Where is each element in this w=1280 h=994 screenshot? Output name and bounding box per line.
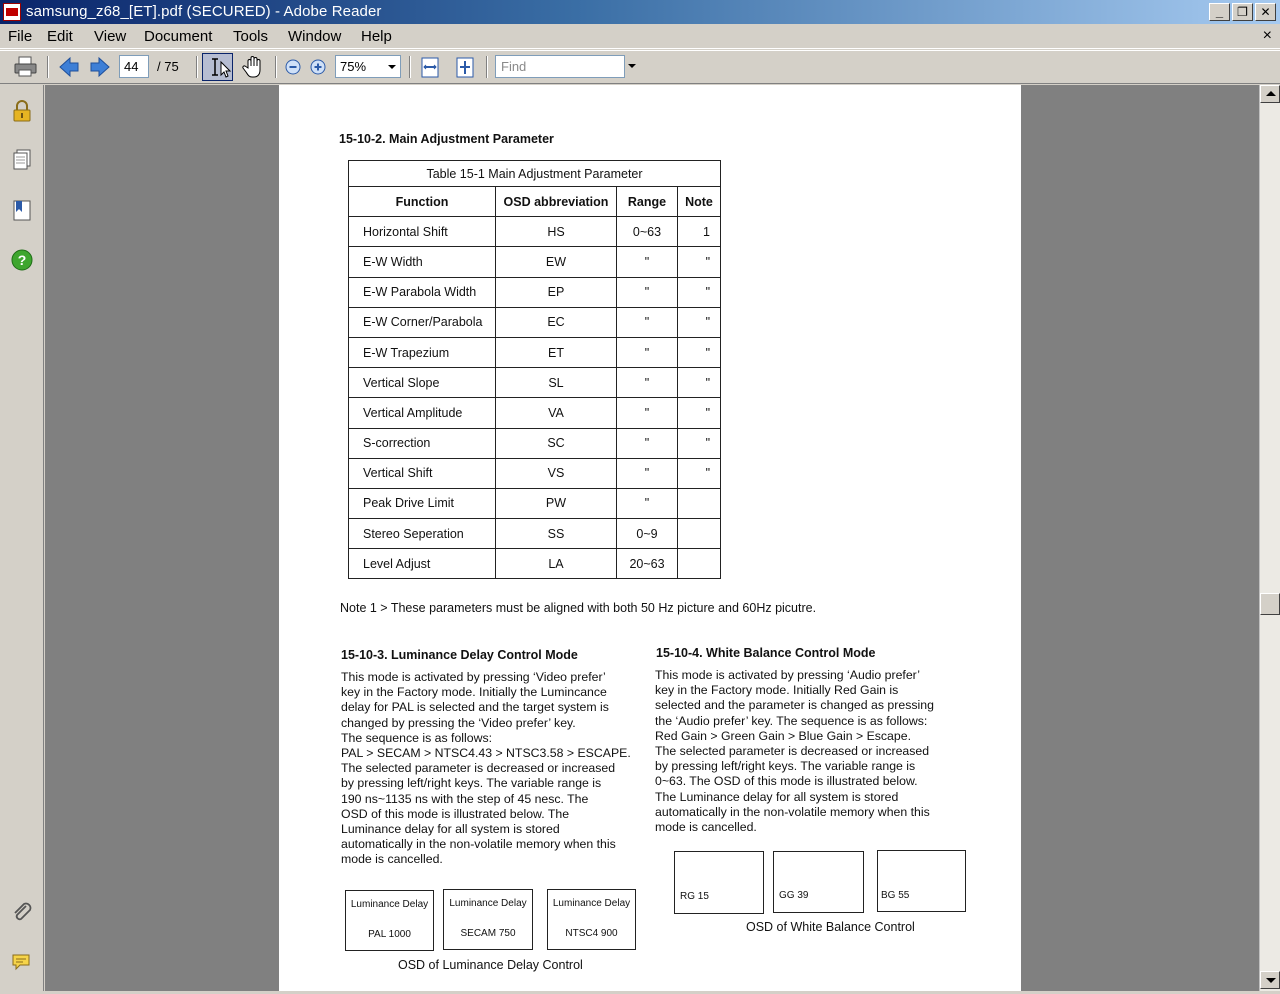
toolbar-separator [486, 56, 488, 78]
function-cell: Peak Drive Limit [349, 488, 496, 518]
paragraph-line: The selected parameter is decreased or increased [341, 761, 616, 776]
menu-tools[interactable]: Tools [233, 28, 269, 45]
menu-help[interactable]: Help [361, 28, 392, 45]
note-cell [678, 519, 721, 549]
function-cell: Stereo Seperation [349, 519, 496, 549]
toolbar-separator [275, 56, 277, 78]
pdf-app-icon[interactable] [3, 3, 21, 21]
osd-box-pal [345, 890, 434, 951]
arrow-down-icon [1266, 978, 1276, 983]
title-bar [0, 0, 1280, 24]
fit-width-icon[interactable] [417, 54, 443, 80]
note-cell [678, 549, 721, 579]
paragraph-line: This mode is activated by pressing ‘Video prefer’ [341, 670, 606, 684]
zoom-in-icon[interactable] [307, 54, 329, 80]
menu-document[interactable]: Document [144, 28, 213, 45]
find-input[interactable]: Find [495, 55, 625, 78]
range-cell: " [617, 458, 678, 488]
range-cell: 20~63 [617, 549, 678, 579]
paragraph-line: mode is cancelled. [341, 852, 443, 867]
column-header: Range [617, 187, 678, 217]
paragraph-line: key in the Factory mode. Initially the Lumincance [341, 685, 607, 700]
menu-bar [0, 24, 1280, 49]
fit-page-icon[interactable] [452, 54, 478, 80]
note-cell: " [678, 398, 721, 428]
osd-title: Luminance Delay [449, 898, 527, 909]
menu-view[interactable]: View [94, 28, 127, 45]
column-header: OSD abbreviation [496, 187, 617, 217]
osd-box-secam [443, 889, 533, 950]
zoom-value: 75% [340, 59, 367, 74]
parameter-table [348, 160, 721, 579]
range-cell: 0~9 [617, 519, 678, 549]
toolbar-separator [409, 56, 411, 78]
paragraph-line: mode is cancelled. [655, 820, 757, 835]
paragraph-line: delay for PAL is selected and the target system is [341, 700, 609, 715]
chevron-down-icon [388, 65, 396, 69]
find-options-chevron-icon[interactable] [628, 64, 636, 68]
osd-title: Luminance Delay [350, 899, 429, 910]
function-cell: E-W Parabola Width [349, 277, 496, 307]
table-row [349, 488, 721, 518]
luminance-osd-caption: OSD of Luminance Delay Control [398, 958, 583, 972]
osd-box-blue-gain [877, 850, 966, 912]
osd-box-ntsc [547, 889, 636, 950]
paragraph-line: 0~63. The OSD of this mode is illustrated below. [655, 774, 918, 789]
text-select-icon [203, 54, 232, 80]
white-balance-paragraph [655, 668, 955, 835]
paragraph-line: Luminance delay for all system is stored [341, 822, 560, 837]
column-header: Function [349, 187, 496, 217]
zoom-out-icon[interactable] [282, 54, 304, 80]
osd-abbreviation-cell: SL [496, 368, 617, 398]
table-row [349, 428, 721, 458]
paragraph-line: PAL > SECAM > NTSC4.43 > NTSC3.58 > ESCAPE. [341, 746, 631, 761]
note-cell: " [678, 247, 721, 277]
paragraph-line: The selected parameter is decreased or increased [655, 744, 930, 759]
range-cell: " [617, 277, 678, 307]
paragraph-line: automatically in the non-volatile memory when this [341, 837, 616, 852]
column-header: Note [678, 187, 721, 217]
osd-abbreviation-cell: SS [496, 519, 617, 549]
paragraph-line: 190 ns~1135 ns with the step of 45 nesc. The [341, 791, 589, 806]
note-cell: " [678, 458, 721, 488]
function-cell: E-W Width [349, 247, 496, 277]
range-cell: " [617, 398, 678, 428]
window-title: samsung_z68_[ET].pdf (SECURED) - Adobe Reader [26, 3, 382, 20]
range-cell: " [617, 337, 678, 367]
function-cell: E-W Corner/Parabola [349, 307, 496, 337]
note-cell: " [678, 277, 721, 307]
paragraph-line: by pressing left/right keys. The variable range is [341, 776, 602, 791]
function-cell: S-correction [349, 428, 496, 458]
range-cell: " [617, 307, 678, 337]
table-row [349, 217, 721, 247]
select-tool-button[interactable] [202, 53, 233, 81]
function-cell: Vertical Amplitude [349, 398, 496, 428]
note-cell: " [678, 368, 721, 398]
toolbar [0, 50, 1280, 84]
table-caption: Table 15-1 Main Adjustment Parameter [349, 161, 721, 187]
range-cell: " [617, 247, 678, 277]
comments-icon[interactable] [10, 950, 34, 974]
document-viewport[interactable] [45, 85, 1259, 991]
osd-value: BG 55 [881, 890, 910, 901]
vertical-scrollbar[interactable] [1259, 85, 1280, 991]
menu-edit[interactable]: Edit [47, 28, 73, 45]
range-cell: " [617, 488, 678, 518]
osd-abbreviation-cell: VS [496, 458, 617, 488]
scroll-down-button[interactable] [1260, 971, 1280, 989]
menu-window[interactable]: Window [288, 28, 342, 45]
function-cell: Vertical Slope [349, 368, 496, 398]
paragraph-line: Red Gain > Green Gain > Blue Gain > Escape. [655, 728, 911, 743]
close-button[interactable]: ✕ [1255, 3, 1276, 21]
osd-abbreviation-cell: EW [496, 247, 617, 277]
pdf-page [279, 85, 1021, 991]
previous-page-icon[interactable] [56, 54, 82, 80]
zoom-select[interactable] [335, 55, 401, 78]
scroll-up-button[interactable] [1260, 85, 1280, 103]
bookmarks-icon[interactable] [10, 198, 34, 222]
restore-button[interactable]: ❐ [1232, 3, 1253, 21]
minimize-button[interactable]: _ [1209, 3, 1230, 21]
note-cell: " [678, 428, 721, 458]
document-close-button[interactable]: × [1262, 27, 1272, 44]
osd-abbreviation-cell: ET [496, 337, 617, 367]
function-cell: Vertical Shift [349, 458, 496, 488]
next-page-icon[interactable] [87, 54, 113, 80]
paragraph-line: by pressing left/right keys. The variable range is [655, 759, 916, 774]
table-row [349, 277, 721, 307]
print-icon[interactable] [12, 54, 40, 80]
paragraph-line: OSD of this mode is illustrated below. The [341, 806, 570, 821]
paragraph-line: The sequence is as follows: [341, 730, 493, 745]
osd-abbreviation-cell: PW [496, 488, 617, 518]
table-row [349, 398, 721, 428]
table-row [349, 458, 721, 488]
note-cell: 1 [678, 217, 721, 247]
toolbar-separator [47, 56, 49, 78]
osd-abbreviation-cell: VA [496, 398, 617, 428]
table-row [349, 337, 721, 367]
table-row [349, 519, 721, 549]
function-cell: Level Adjust [349, 549, 496, 579]
paragraph-line: the ‘Audio prefer’ key. The sequence is as follows: [655, 713, 928, 728]
scroll-thumb[interactable] [1260, 593, 1280, 615]
table-note: Note 1 > These parameters must be aligned with both 50 Hz picture and 60Hz picutre. [340, 601, 817, 615]
osd-title: Luminance Delay [552, 898, 631, 909]
range-cell: " [617, 368, 678, 398]
note-cell: " [678, 307, 721, 337]
section-heading-white-balance: 15-10-4. White Balance Control Mode [656, 646, 876, 660]
osd-abbreviation-cell: HS [496, 217, 617, 247]
paragraph-line: The Luminance delay for all system is stored [655, 789, 899, 804]
page-number-input[interactable]: 44 [119, 55, 149, 78]
function-cell: Horizontal Shift [349, 217, 496, 247]
paragraph-line: selected and the parameter is changed as pressing [655, 698, 934, 713]
attachment-icon[interactable] [10, 900, 34, 924]
navigation-panel [0, 85, 44, 994]
page-total: / 75 [157, 59, 179, 74]
menu-file[interactable]: File [8, 28, 33, 45]
range-cell: " [617, 428, 678, 458]
note-cell: " [678, 337, 721, 367]
osd-value: NTSC4 900 [565, 928, 618, 939]
table-row [349, 307, 721, 337]
osd-abbreviation-cell: EP [496, 277, 617, 307]
paragraph-line: key in the Factory mode. Initially Red Gain is [655, 683, 899, 698]
lock-icon[interactable] [10, 99, 34, 123]
white-balance-osd-caption: OSD of White Balance Control [746, 920, 915, 934]
table-header-row [349, 187, 721, 217]
osd-value: RG 15 [680, 891, 709, 902]
pages-icon[interactable] [10, 148, 34, 172]
table-row [349, 549, 721, 579]
table-row [349, 247, 721, 277]
osd-value: GG 39 [779, 890, 809, 901]
help-icon[interactable] [10, 248, 34, 272]
paragraph-line: automatically in the non-volatile memory when this [655, 804, 930, 819]
osd-abbreviation-cell: SC [496, 428, 617, 458]
osd-box-green-gain [773, 851, 864, 913]
svg-text:?: ? [17, 252, 27, 268]
osd-value: SECAM 750 [460, 928, 516, 939]
osd-abbreviation-cell: EC [496, 307, 617, 337]
toolbar-separator [196, 56, 198, 78]
osd-value: PAL 1000 [368, 929, 411, 940]
section-heading-luminance: 15-10-3. Luminance Delay Control Mode [341, 648, 578, 662]
note-cell [678, 488, 721, 518]
table-row [349, 368, 721, 398]
osd-box-red-gain [674, 851, 764, 914]
osd-abbreviation-cell: LA [496, 549, 617, 579]
function-cell: E-W Trapezium [349, 337, 496, 367]
range-cell: 0~63 [617, 217, 678, 247]
section-heading-main: 15-10-2. Main Adjustment Parameter [339, 132, 554, 146]
paragraph-line: This mode is activated by pressing ‘Audio prefer’ [655, 668, 920, 682]
paragraph-line: changed by pressing the ‘Video prefer’ key. [341, 715, 576, 730]
luminance-paragraph [341, 670, 641, 868]
hand-tool-icon[interactable] [240, 54, 268, 80]
arrow-up-icon [1266, 91, 1276, 96]
